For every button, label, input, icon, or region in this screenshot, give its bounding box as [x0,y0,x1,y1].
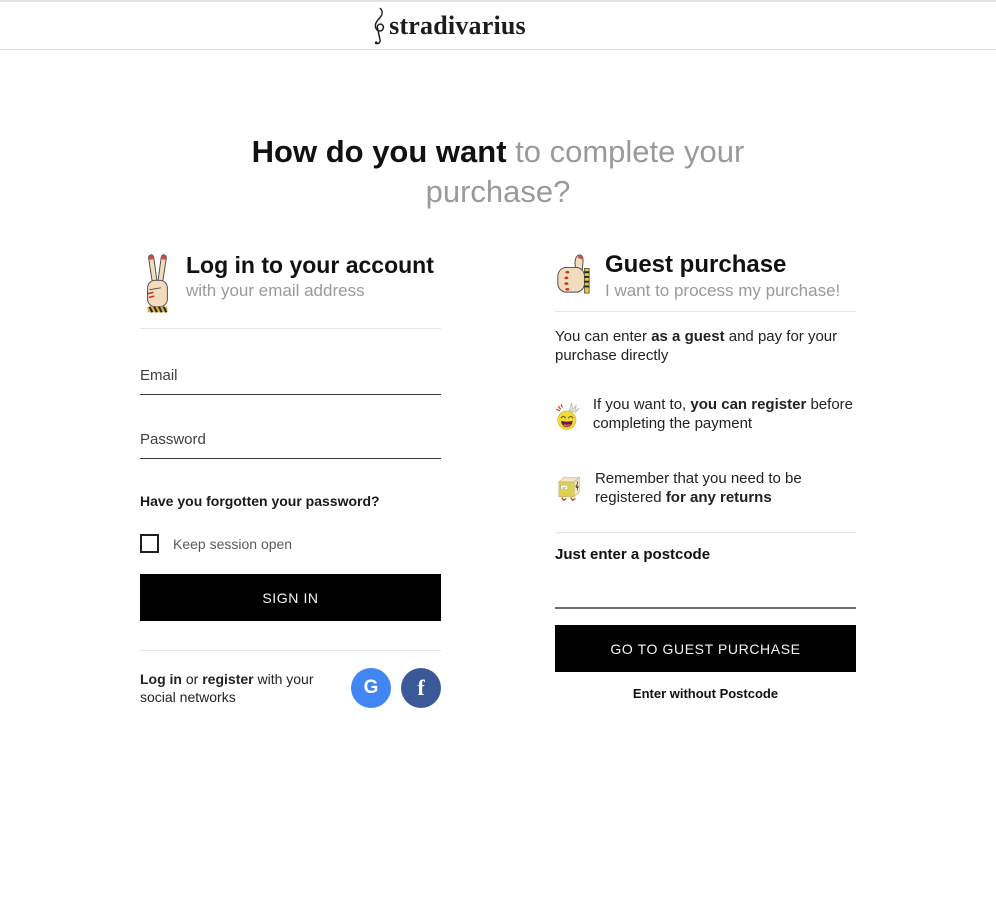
enter-without-postcode-link[interactable]: Enter without Postcode [632,686,779,701]
go-to-guest-purchase-button[interactable]: GO TO GUEST PURCHASE [555,625,856,672]
postcode-heading: Just enter a postcode [555,546,711,563]
package-box-icon [555,467,582,511]
main-content [0,132,996,708]
returns-bold: for any returns [665,489,772,506]
login-subtitle: with your email address [186,281,365,300]
purchase-options [140,252,856,708]
social-login-rest: with your social networks [140,671,314,705]
facebook-icon[interactable]: f [401,668,441,708]
keep-session-row [140,534,441,553]
page-title [198,132,798,212]
guest-intro-post: and pay for your purchase directly [555,328,838,364]
register-post: before completing the payment [592,396,853,432]
social-login-row [140,668,441,708]
list-item-register-text [593,393,856,433]
social-login-mid: or [182,671,203,687]
guest-intro-pre: You can enter [555,328,652,345]
keep-session-label: Keep session open [173,535,293,552]
keep-session-checkbox[interactable] [140,534,159,553]
register-bold: you can register [690,396,807,413]
list-item-returns [555,467,856,511]
laughing-party-face-icon [555,393,580,439]
header [0,0,996,50]
social-login-bold1: Log in [140,671,182,687]
list-item-register [555,393,856,439]
email-field[interactable] [140,363,441,395]
returns-pre: Remember that you need to be registered [594,470,802,506]
login-header-text [186,252,434,301]
treble-clef-icon [370,7,388,45]
guest-section [555,252,856,708]
postcode-input[interactable] [555,565,856,609]
guest-header-text [605,252,840,301]
postcode-divider [555,532,856,533]
logo-text: stradivarius [389,10,526,40]
guest-title: Guest purchase [605,251,787,278]
social-divider [140,650,441,651]
social-icons [351,668,441,708]
guest-header [555,252,856,312]
google-icon[interactable]: G [351,668,391,708]
list-item-returns-text [595,467,856,507]
register-pre: If you want to, [592,396,691,413]
login-section [140,252,441,708]
guest-subtitle: I want to process my purchase! [605,281,841,300]
social-login-text [140,670,332,706]
login-title: Log in to your account [186,252,434,278]
thumbs-up-icon [555,252,593,300]
login-header [140,252,441,329]
stradivarius-logo[interactable] [370,7,526,45]
social-login-bold2: register [202,671,254,687]
password-field[interactable] [140,427,441,459]
guest-intro [555,327,856,365]
page-title-gray: to complete your purchase? [425,134,745,209]
page-title-bold: How do you want [251,134,507,169]
victory-hand-icon [140,252,174,318]
guest-intro-bold: as a guest [651,328,725,345]
forgot-password-link[interactable]: Have you forgotten your password? [140,493,380,509]
sign-in-button[interactable]: SIGN IN [140,574,441,621]
